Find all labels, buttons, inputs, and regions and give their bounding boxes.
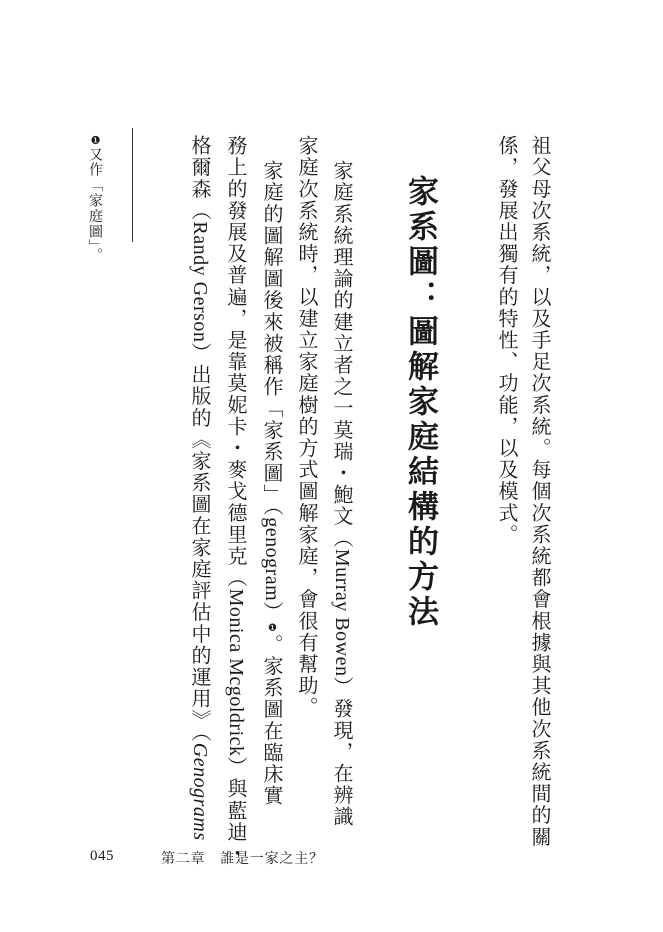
section-column-5 bbox=[190, 135, 210, 841]
section-column-1-latin: Murray Bowen bbox=[331, 548, 353, 677]
section-column-1 bbox=[332, 160, 352, 828]
footnote-text: 又作「家庭圖」。 bbox=[87, 147, 103, 264]
section-column-3 bbox=[262, 160, 282, 807]
section-column-3-after: ） bbox=[260, 601, 284, 623]
body-column-1-text: 祖父母次系統，以及手足次系統。每個次系統都會根據與其他次系統間的關 bbox=[528, 135, 552, 848]
page-number: 045 bbox=[90, 848, 114, 864]
section-column-5-latin: Randy Gerson bbox=[189, 221, 211, 343]
section-column-5-before: 格爾森（ bbox=[188, 135, 212, 222]
body-column-1 bbox=[530, 135, 550, 848]
section-column-5-after: ）出版的《家系圖在家庭評估中的運用》（ bbox=[188, 342, 212, 743]
section-column-5-italic-title: Genograms bbox=[189, 742, 211, 841]
section-column-1-before: 家庭系統理論的建立者之一莫瑞・鮑文（ bbox=[330, 160, 354, 549]
footnote-reference-marker: ❶ bbox=[267, 622, 278, 634]
section-column-2 bbox=[297, 135, 317, 718]
section-column-1-after: ）發現，在辨識 bbox=[330, 676, 354, 828]
section-column-3-latin: genogram bbox=[261, 517, 283, 602]
footnote-separator bbox=[132, 128, 133, 242]
body-column-2 bbox=[497, 135, 517, 545]
running-head: 第二章 誰是一家之主？ bbox=[161, 851, 324, 867]
section-column-4 bbox=[226, 135, 246, 865]
footnote bbox=[88, 134, 102, 263]
section-column-4-after: ）與藍迪・ bbox=[224, 756, 248, 865]
section-column-4-before: 務上的發展及普遍，是靠莫妮卡・麥戈德里克（ bbox=[224, 135, 248, 589]
section-column-2-text: 家庭次系統時，以建立家庭樹的方式圖解家庭，會很有幫助。 bbox=[295, 135, 319, 719]
section-column-3-after2: 。家系圖在臨床實 bbox=[260, 633, 284, 807]
body-column-2-text: 係，發展出獨有的特性、功能，以及模式。 bbox=[495, 135, 519, 546]
footnote-marker: ❶ bbox=[89, 134, 102, 147]
section-heading: 家系圖：圖解家庭結構的方法 bbox=[402, 175, 438, 630]
section-column-3-before: 家庭的圖解圖後來被稱作「家系圖」（ bbox=[260, 160, 284, 518]
section-column-4-latin: Monica Mcgoldrick bbox=[225, 588, 247, 757]
